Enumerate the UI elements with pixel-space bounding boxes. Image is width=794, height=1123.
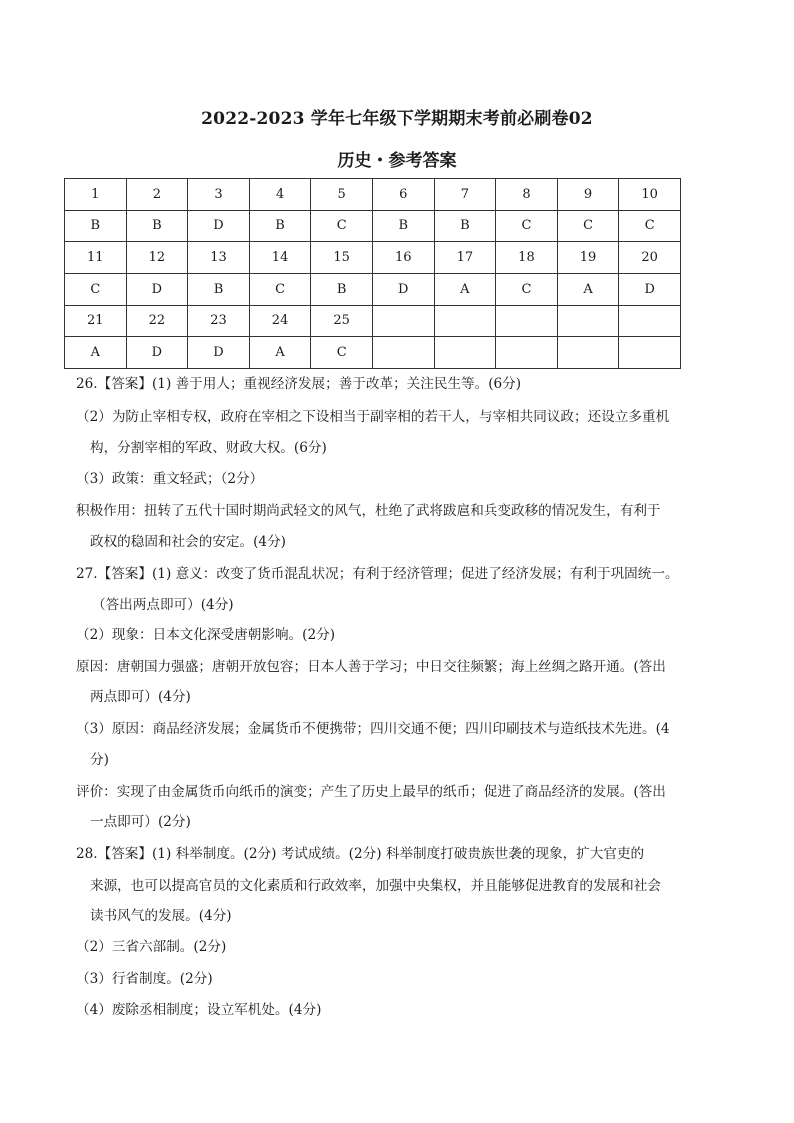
answer-line: 政权的稳固和社会的安定。(4分): [90, 534, 286, 550]
answer-line: （2）为防止宰相专权，政府在宰相之下设相当于副宰相的若干人，与宰相共同议政；还设立多重机: [76, 409, 670, 425]
answer-cell: C: [496, 273, 558, 305]
answer-line: 26.【答案】(1) 善于用人；重视经济发展；善于改革；关注民生等。(6分): [76, 376, 522, 392]
answer-line: （3）行省制度。(2分): [76, 971, 213, 987]
question-number-cell: 18: [496, 242, 558, 274]
question-number-cell: [434, 305, 496, 337]
answer-line: 构，分割宰相的军政、财政大权。(6分): [90, 440, 327, 456]
question-number-cell: 2: [126, 179, 188, 211]
answer-cell: C: [311, 337, 373, 369]
answer-cell: C: [496, 210, 558, 242]
answer-cell: B: [372, 210, 434, 242]
answer-cell: C: [65, 273, 127, 305]
question-number-cell: 11: [65, 242, 127, 274]
answer-line: 原因：唐朝国力强盛；唐朝开放包容；日本人善于学习；中日交往频繁；海上丝绸之路开通。(答出: [76, 659, 666, 675]
question-number-cell: 15: [311, 242, 373, 274]
question-number-cell: 20: [619, 242, 681, 274]
question-number-cell: 14: [249, 242, 311, 274]
answer-cell: [557, 337, 619, 369]
answer-cell: A: [434, 273, 496, 305]
answer-line: （4）废除丞相制度；设立军机处。(4分): [76, 1002, 322, 1018]
answer-cell: B: [249, 210, 311, 242]
question-number-cell: 22: [126, 305, 188, 337]
answer-cell: D: [126, 273, 188, 305]
page-subtitle: 历史・参考答案: [337, 151, 457, 171]
answer-line: 评价：实现了由金属货币向纸币的演变；产生了历史上最早的纸币；促进了商品经济的发展。(答出: [76, 784, 666, 800]
answer-cell: [496, 337, 558, 369]
answer-line: （2）现象：日本文化深受唐朝影响。(2分): [76, 627, 335, 643]
answer-cell: A: [249, 337, 311, 369]
answer-cell: C: [557, 210, 619, 242]
question-number-cell: 5: [311, 179, 373, 211]
question-number-cell: 6: [372, 179, 434, 211]
answer-cell: D: [372, 273, 434, 305]
answer-cell: C: [311, 210, 373, 242]
answer-line: （2）三省六部制。(2分): [76, 939, 227, 955]
question-number-cell: 23: [188, 305, 250, 337]
answer-cell: D: [188, 210, 250, 242]
table-row: [65, 210, 681, 242]
answer-cell: B: [188, 273, 250, 305]
answer-cell: [434, 337, 496, 369]
question-number-cell: 21: [65, 305, 127, 337]
question-number-cell: 9: [557, 179, 619, 211]
answer-line: 分): [90, 752, 109, 768]
answer-line: 积极作用：扭转了五代十国时期尚武轻文的风气，杜绝了武将跋扈和兵变政移的情况发生，有利于: [76, 503, 661, 519]
question-number-cell: [557, 305, 619, 337]
table-row: [65, 242, 681, 274]
question-number-cell: 25: [311, 305, 373, 337]
answer-cell: B: [65, 210, 127, 242]
answer-cell: B: [434, 210, 496, 242]
question-number-cell: 1: [65, 179, 127, 211]
question-number-cell: 8: [496, 179, 558, 211]
answer-cell: [619, 337, 681, 369]
question-number-cell: 4: [249, 179, 311, 211]
question-number-cell: 10: [619, 179, 681, 211]
table-row: [65, 305, 681, 337]
question-number-cell: 19: [557, 242, 619, 274]
table-row: [65, 179, 681, 211]
answer-line: 读书风气的发展。(4分): [90, 908, 232, 924]
question-number-cell: 24: [249, 305, 311, 337]
table-row: [65, 273, 681, 305]
answer-table: [64, 178, 681, 369]
answer-cell: [372, 337, 434, 369]
question-number-cell: 12: [126, 242, 188, 274]
answer-cell: D: [126, 337, 188, 369]
answer-cell: B: [126, 210, 188, 242]
table-row: [65, 337, 681, 369]
answer-cell: A: [65, 337, 127, 369]
page-title: 2022-2023 学年七年级下学期期末考前必刷卷02: [201, 109, 593, 129]
answer-cell: D: [188, 337, 250, 369]
answer-cell: C: [249, 273, 311, 305]
question-number-cell: 17: [434, 242, 496, 274]
answer-line: （3）原因：商品经济发展；金属货币不便携带；四川交通不便；四川印刷技术与造纸技术先进。(4: [76, 721, 670, 737]
answer-line: 28.【答案】(1) 科举制度。(2分) 考试成绩。(2分) 科举制度打破贵族世袭的现象，扩大官吏的: [76, 846, 645, 862]
answer-cell: A: [557, 273, 619, 305]
answer-cell: D: [619, 273, 681, 305]
answer-cell: B: [311, 273, 373, 305]
answer-line: 两点即可）(4分): [90, 689, 191, 705]
answer-line: （答出两点即可）(4分): [92, 597, 234, 613]
question-number-cell: 7: [434, 179, 496, 211]
question-number-cell: [372, 305, 434, 337]
question-number-cell: [496, 305, 558, 337]
question-number-cell: 16: [372, 242, 434, 274]
answer-cell: C: [619, 210, 681, 242]
question-number-cell: 3: [188, 179, 250, 211]
answer-line: （3）政策：重文轻武；（2分）: [76, 471, 264, 487]
question-number-cell: [619, 305, 681, 337]
question-number-cell: 13: [188, 242, 250, 274]
answer-line: 来源，也可以提高官员的文化素质和行政效率，加强中央集权，并且能够促进教育的发展和社会: [90, 878, 661, 894]
answer-line: 一点即可）(2分): [90, 814, 191, 830]
answer-line: 27.【答案】(1) 意义：改变了货币混乱状况；有利于经济管理；促进了经济发展；有利于巩固统一。: [76, 566, 679, 582]
